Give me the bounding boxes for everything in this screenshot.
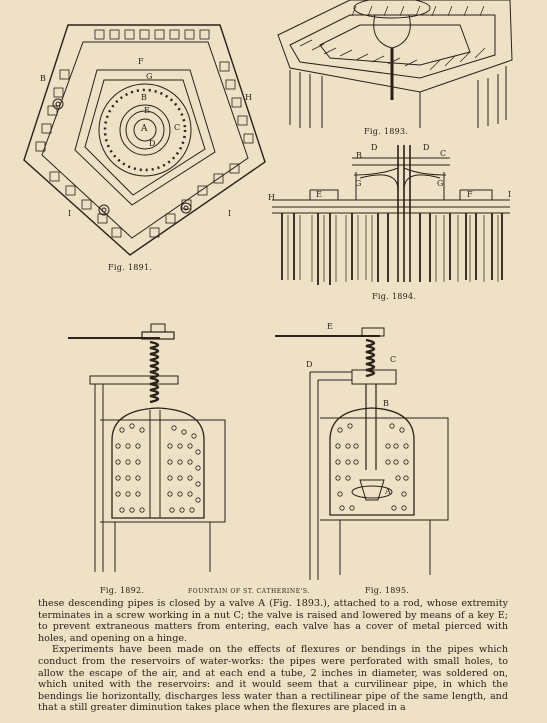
label-b: B: [141, 93, 148, 102]
label-d: D: [423, 143, 430, 152]
label-a: A: [141, 124, 148, 134]
label-d: D: [371, 143, 378, 152]
fig1893-pump-perspective: [278, 0, 512, 128]
label-b: B: [356, 151, 363, 160]
label-b: B: [383, 399, 390, 408]
caption-fountain: FOUNTAIN OF ST. CATHERINE'S.: [188, 588, 310, 595]
paragraph: Experiments have been made on the effects of flexures or bendings in the pipes which conduct from the reservoirs of water-works: the pipes were perforated with small holes, to allow the escape of the air, and at each end a tube, 2 inches in diameter, was soldered on, which united with the reservoirs: and it would seem that a curvilinear pipe, in which the bendings lie horizontally, discharges less water than a rectilinear pipe of the same length, and that a still greater diminution takes place when the flexures are placed in a: [38, 644, 508, 714]
caption-fig1893: Fig. 1893.: [364, 127, 409, 136]
fig1891-pentagon-plan: [24, 25, 265, 255]
label-g: G: [437, 179, 444, 188]
label-c: C: [440, 149, 447, 158]
label-e: E: [144, 106, 151, 115]
body-text: [38, 598, 508, 714]
label-b-outer: B: [40, 74, 47, 83]
caption-fig1894: Fig. 1894.: [372, 292, 417, 301]
label-i-right: I: [228, 209, 232, 218]
paragraph: these descending pipes is closed by a valve A (Fig. 1893.), attached to a rod, whose extremity terminates in a screw working in a nut C; the valve is raised and lowered by means of a key E; to prevent extraneous matters from entering, each valve has a cover of metal pierced with holes, and opening on a hinge.: [38, 598, 508, 644]
caption-fig1895: Fig. 1895.: [365, 586, 410, 595]
label-c: C: [174, 123, 181, 132]
caption-fig1892: Fig. 1892.: [100, 586, 145, 595]
label-h: H: [245, 93, 253, 102]
label-f: F: [138, 57, 144, 66]
label-i: I: [508, 190, 512, 199]
fig1895-valve-section: [275, 328, 448, 580]
fig1892-valve-section: [68, 324, 225, 572]
label-d: D: [306, 360, 313, 369]
label-a: A: [385, 487, 392, 496]
caption-fig1891: Fig. 1891.: [108, 263, 153, 272]
label-h: H: [268, 193, 276, 202]
label-g: G: [146, 72, 153, 81]
label-g: G: [355, 179, 362, 188]
label-e: E: [316, 190, 323, 199]
label-d: D: [149, 139, 156, 148]
label-c: C: [390, 355, 397, 364]
label-f: F: [467, 190, 473, 199]
label-i-left: I: [68, 209, 72, 218]
label-e: E: [327, 322, 334, 331]
fig1894-pump-section: [272, 145, 510, 285]
